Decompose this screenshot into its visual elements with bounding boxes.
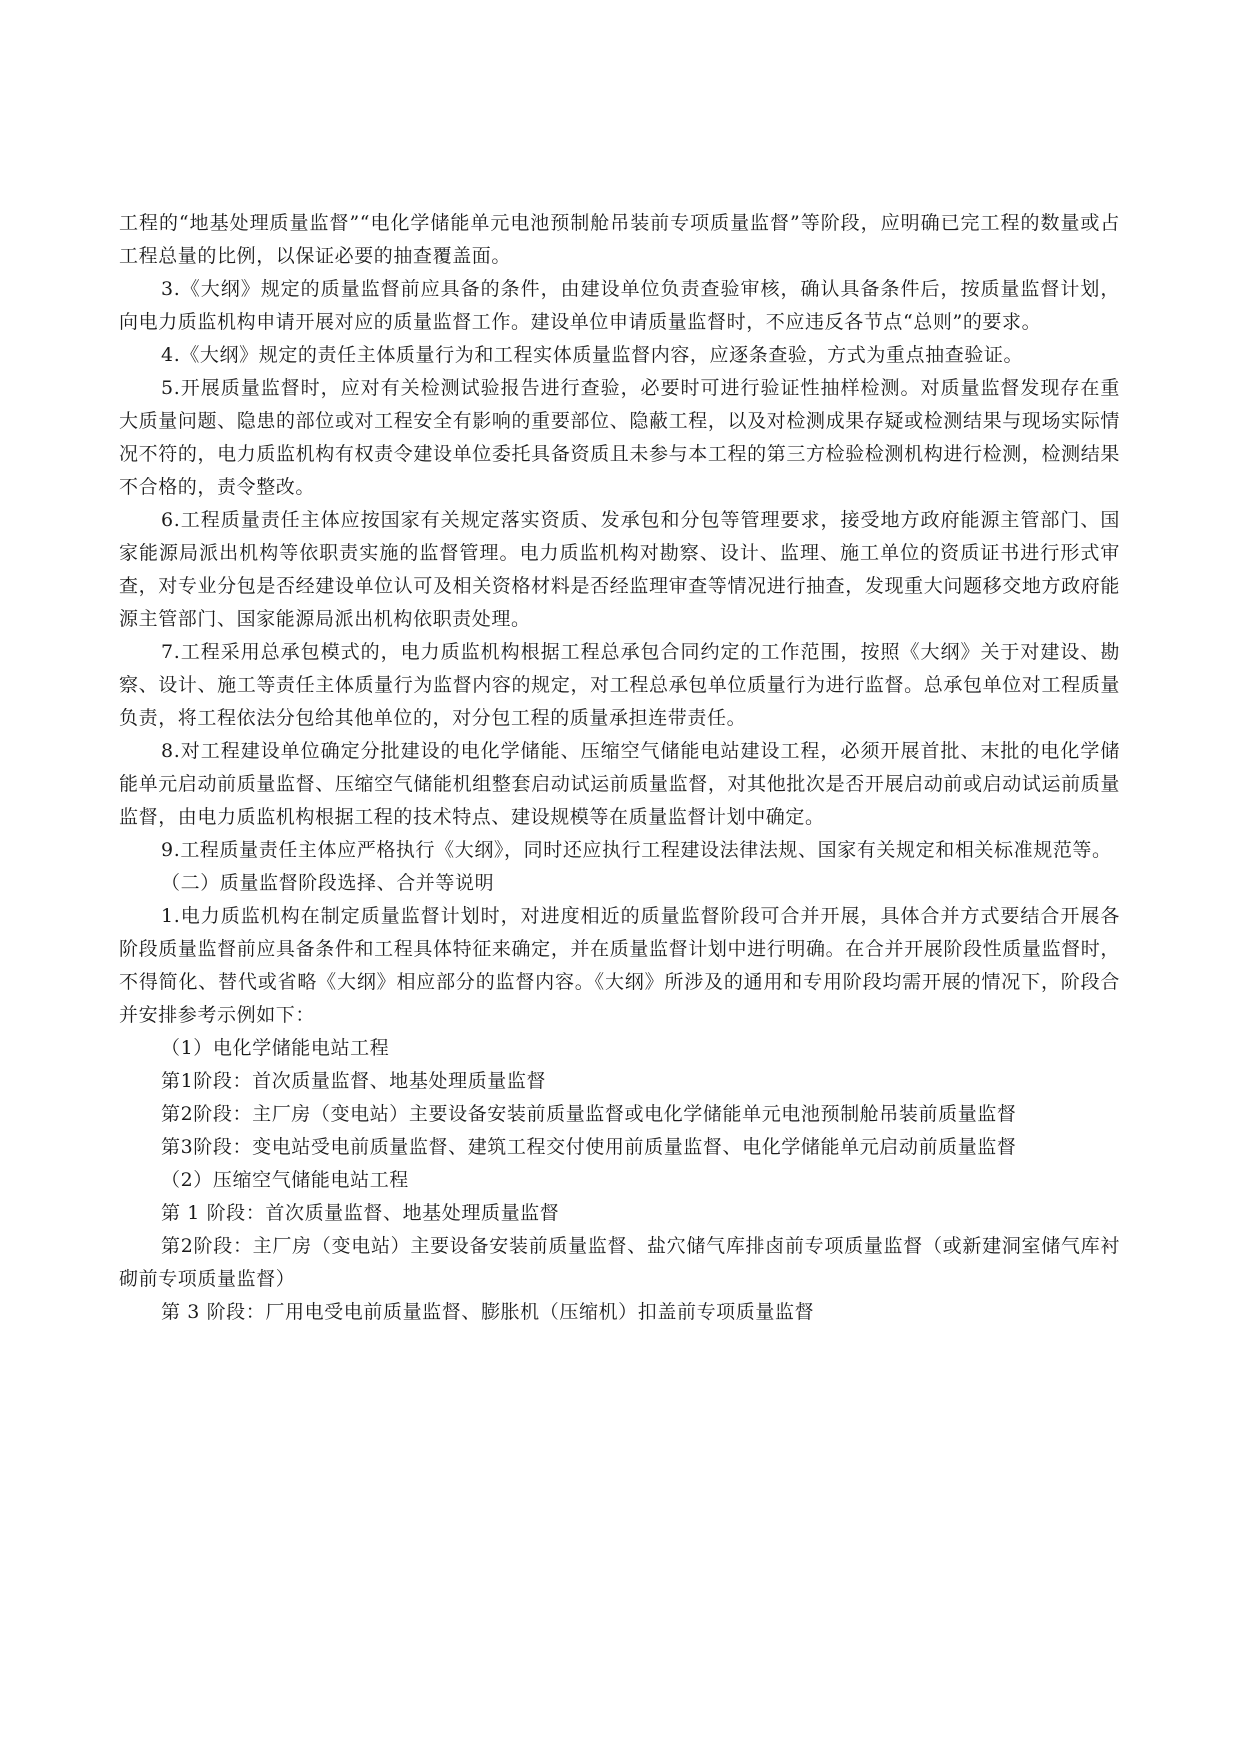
stage-item: 第 3 阶段：厂用电受电前质量监督、膨胀机（压缩机）扣盖前专项质量监督 (161, 1301, 815, 1323)
subheading-electrochemical: （1）电化学储能电站工程 (161, 1037, 390, 1059)
subheading-compressed-air: （2）压缩空气储能电站工程 (161, 1169, 409, 1191)
stage-item: 第3阶段：变电站受电前质量监督、建筑工程交付使用前质量监督、电化学储能单元启动前质量监督 (161, 1136, 1017, 1158)
stage-item: 第1阶段：首次质量监督、地基处理质量监督 (161, 1070, 547, 1092)
section-heading: （二）质量监督阶段选择、合并等说明 (161, 872, 495, 894)
paragraph-continuation: 工程的“地基处理质量监督”“电化学储能单元电池预制舱吊装前专项质量监督”等阶段，应明确已完工程的数量或占工程总量的比例，以保证必要的抽查覆盖面。 (119, 212, 1120, 267)
paragraph-item-5: 5.开展质量监督时，应对有关检测试验报告进行查验，必要时可进行验证性抽样检测。对质量监督发现存在重大质量问题、隐患的部位或对工程安全有影响的重要部位、隐蔽工程，以及对检测成果存疑或检测结果与现场实际情况不符的，电力质监机构有权责令建设单位委托具备资质且未参与本工程的第三方检验检测机构进行检测，检测结果不合格的，责令整改。 (119, 377, 1120, 498)
paragraph-merge-rule: 1.电力质监机构在制定质量监督计划时，对进度相近的质量监督阶段可合并开展，具体合并方式要结合开展各阶段质量监督前应具备条件和工程具体特征来确定，并在质量监督计划中进行明确。在合并开展阶段性质量监督时，不得简化、替代或省略《大纲》相应部分的监督内容。《大纲》所涉及的通用和专用阶段均需开展的情况下，阶段合并安排参考示例如下： (119, 905, 1120, 1026)
paragraph-item-3: 3.《大纲》规定的质量监督前应具备的条件，由建设单位负责查验审核，确认具备条件后，按质量监督计划，向电力质监机构申请开展对应的质量监督工作。建设单位申请质量监督时，不应违反各节点“总则”的要求。 (119, 278, 1120, 333)
paragraph-item-8: 8.对工程建设单位确定分批建设的电化学储能、压缩空气储能电站建设工程，必须开展首批、末批的电化学储能单元启动前质量监督、压缩空气储能机组整套启动试运前质量监督，对其他批次是否开展启动前或启动试运前质量监督，由电力质监机构根据工程的技术特点、建设规模等在质量监督计划中确定。 (119, 740, 1120, 828)
document-body (119, 207, 1120, 1329)
stage-item: 第2阶段：主厂房（变电站）主要设备安装前质量监督、盐穴储气库排卤前专项质量监督（或新建洞室储气库衬砌前专项质量监督） (119, 1235, 1120, 1290)
paragraph-item-6: 6.工程质量责任主体应按国家有关规定落实资质、发承包和分包等管理要求，接受地方政府能源主管部门、国家能源局派出机构等依职责实施的监督管理。电力质监机构对勘察、设计、监理、施工单位的资质证书进行形式审查，对专业分包是否经建设单位认可及相关资格材料是否经监理审查等情况进行抽查，发现重大问题移交地方政府能源主管部门、国家能源局派出机构依职责处理。 (119, 509, 1120, 630)
stage-item: 第2阶段：主厂房（变电站）主要设备安装前质量监督或电化学储能单元电池预制舱吊装前质量监督 (161, 1103, 1017, 1125)
paragraph-item-7: 7.工程采用总承包模式的，电力质监机构根据工程总承包合同约定的工作范围，按照《大纲》关于对建设、勘察、设计、施工等责任主体质量行为监督内容的规定，对工程总承包单位质量行为进行监督。总承包单位对工程质量负责，将工程依法分包给其他单位的，对分包工程的质量承担连带责任。 (119, 641, 1120, 729)
paragraph-item-4: 4.《大纲》规定的责任主体质量行为和工程实体质量监督内容，应逐条查验，方式为重点抽查验证。 (161, 344, 1024, 366)
paragraph-item-9: 9.工程质量责任主体应严格执行《大纲》，同时还应执行工程建设法律法规、国家有关规定和相关标准规范等。 (161, 839, 1112, 861)
stage-item: 第 1 阶段：首次质量监督、地基处理质量监督 (161, 1202, 560, 1224)
